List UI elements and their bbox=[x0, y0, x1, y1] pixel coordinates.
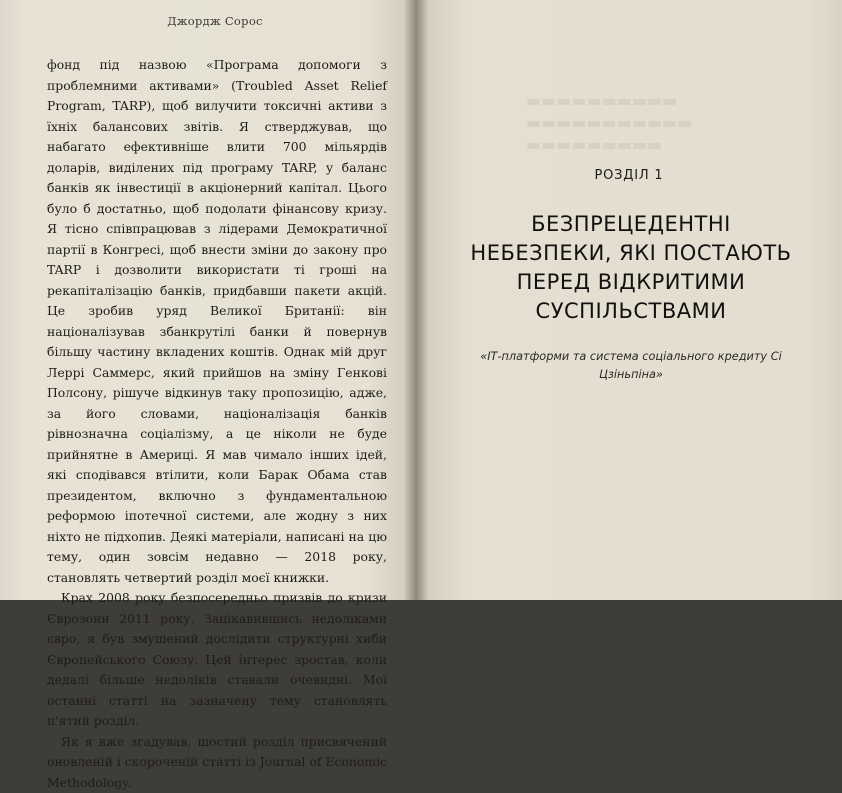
chapter-subtitle: «ІТ-платформи та система соціального кредиту Сі Цзіньпіна» bbox=[471, 348, 791, 384]
chapter-label: РОЗДІЛ 1 bbox=[416, 168, 842, 183]
show-through-text: ▬▬▬▬▬▬▬▬▬▬ ▬▬▬▬▬▬▬▬▬▬▬ ▬▬▬▬▬▬▬▬▬ bbox=[526, 90, 786, 156]
body-text bbox=[47, 55, 387, 793]
running-head: Джордж Сорос bbox=[40, 14, 390, 28]
left-page bbox=[0, 0, 416, 600]
paragraph-3: Як я вже згадував, шостий розділ присвячений оновленій і скороченій статті із Journal of Economic Methodology. bbox=[47, 732, 387, 793]
right-page bbox=[416, 0, 842, 600]
paragraph-2: Крах 2008 року безпосередньо призвів до кризи Єврозони 2011 року. Зацікавившись недоліками євро, я був змушений дослідити структурні хиби Європейського Союзу. Цей інтерес зростав, коли дедалі більше недоліків ставали очевидні. Мої останні статті на зазначену тему становлять п'ятий розділ. bbox=[47, 588, 387, 732]
paragraph-1: фонд під назвою «Програма допомоги з проблемними активами» (Troubled Asset Relief Program, TARP), щоб вилучити токсичні активи з їхніх балансових звітів. Я стверджував, що набагато ефективніше влити 700 мільярдів доларів, виділених під програму TARP, у баланс банків як інвестиції в акціонерний капітал. Цього було б достатньо, щоб подолати фінансову кризу. Я тісно співпрацював з лідерами Демократичної партії в Конгресі, щоб внести зміни до закону про TARP і дозволити використати ті гроші на рекапіталізацію банків, придбавши пакети акцій. Це зробив уряд Великої Британії: він націоналізував збанкрутілі банки й повернув більшу частину вкладених коштів. Однак мій друг Леррі Саммерс, який прийшов на зміну Генкові Полсону, рішуче відкинув таку пропозицію, адже, за його словами, націоналізація банків рівнозначна соціалізму, а це ніколи не буде прийнятне в Америці. Я мав чимало інших ідей, які сподівався втілити, коли Барак Обама став президентом, включно з фундаментальною реформою іпотечної системи, але жодну з них ніхто не підхопив. Деякі матеріали, написані на цю тему, один зовсім недавно — 2018 року, становлять четвертий розділ моєї книжки. bbox=[47, 55, 387, 588]
chapter-title: БЕЗПРЕЦЕДЕНТНІ НЕБЕЗПЕКИ, ЯКІ ПОСТАЮТЬ ПЕРЕД ВІДКРИТИМИ СУСПІЛЬСТВАМИ bbox=[461, 210, 801, 326]
gutter-shadow bbox=[404, 0, 428, 600]
